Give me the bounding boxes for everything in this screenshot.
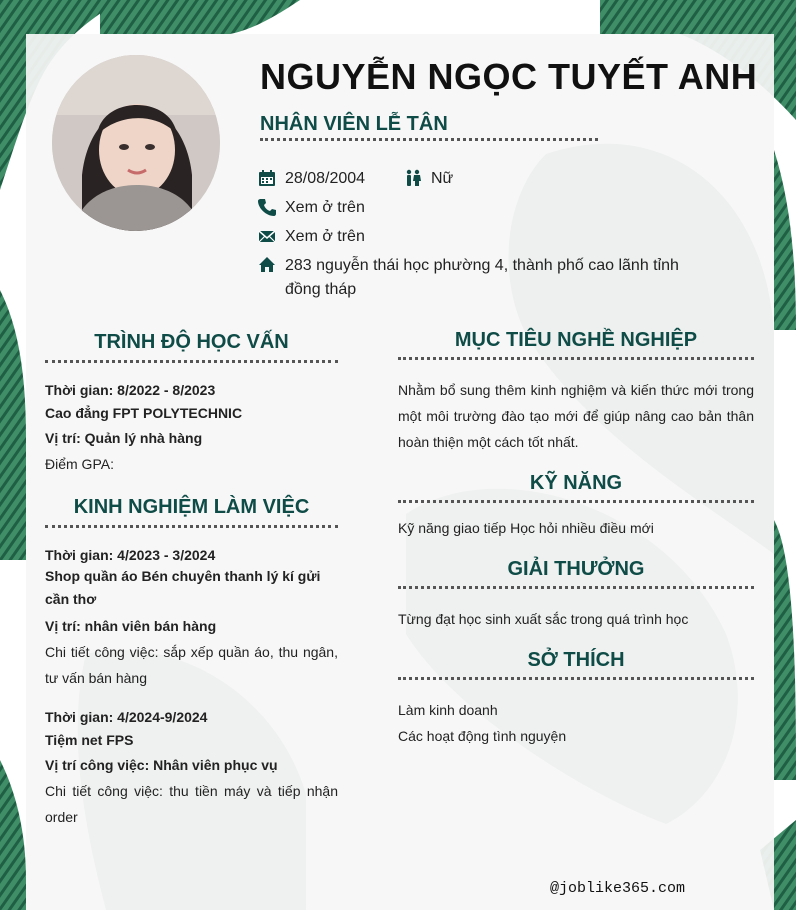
hobby-item: Các hoạt động tình nguyện [398,728,567,744]
candidate-name: NGUYỄN NGỌC TUYẾT ANH [260,56,758,97]
email-row [258,225,365,249]
objective-title: MỤC TIÊU NGHỀ NGHIỆP [454,329,698,351]
dob-row [258,167,365,191]
position-divider [260,138,598,141]
education-role: Vị trí: Quản lý nhà hàng [45,430,203,446]
skills-text: Kỹ năng giao tiếp Học hỏi nhiều điều mới [398,520,654,536]
objective-divider [398,357,754,360]
hobbies-divider [398,677,754,680]
education-time: Thời gian: 8/2022 - 8/2023 [45,382,216,398]
phone-icon [258,198,278,218]
awards-divider [398,586,754,589]
profile-photo [52,55,220,231]
education-title: TRÌNH ĐỘ HỌC VẤN [94,331,289,353]
gender-value: Nữ [431,170,454,187]
job-time: Thời gian: 4/2024-9/2024 [45,709,208,725]
job-time: Thời gian: 4/2023 - 3/2024 [45,547,216,563]
job-company: Shop quần áo Bén chuyên thanh lý kí gửi cần thơ [45,568,321,607]
phone-value: Xem ở trên [285,199,365,216]
awards-text: Từng đạt học sinh xuất sắc trong quá trình học [398,611,689,627]
awards-title: GIẢI THƯỞNG [507,558,645,580]
home-icon [258,256,278,276]
envelope-icon [258,227,278,247]
education-school: Cao đẳng FPT POLYTECHNIC [45,405,243,421]
job-detail: Chi tiết công việc: sắp xếp quần áo, thu ngân, tư vấn bán hàng [45,644,338,686]
education-gpa: Điểm GPA: [45,456,114,472]
job-position: NHÂN VIÊN LỄ TÂN [260,113,448,135]
footer-brand: @joblike365.com [550,880,686,897]
experience-title: KINH NGHIỆM LÀM VIỆC [73,496,310,518]
skills-divider [398,500,754,503]
phone-row [258,196,365,220]
calendar-icon [258,169,278,189]
experience-divider [45,525,338,528]
job-role: Vị trí: nhân viên bán hàng [45,618,217,634]
hobby-item: Làm kinh doanh [398,702,498,718]
skills-title: KỸ NĂNG [529,472,623,494]
gender-icon [404,169,424,189]
hobbies-title: SỞ THÍCH [527,649,625,671]
job-role: Vị trí công việc: Nhân viên phục vụ [45,757,278,773]
job-detail: Chi tiết công việc: thu tiền máy và tiếp nhận order [45,783,338,825]
education-divider [45,360,338,363]
objective-text: Nhằm bổ sung thêm kinh nghiệm và kiến thức mới trong một môi trường đào tạo mới để giúp nâng cao bản thân hoàn thiện một cách tốt nhất. [398,382,754,450]
email-value: Xem ở trên [285,228,365,245]
dob-value: 28/08/2004 [285,170,366,187]
gender-row [404,167,453,191]
address-value: 283 nguyễn thái học phường 4, thành phố cao lãnh tỉnh đồng tháp [285,257,679,298]
address-row [258,254,718,302]
job-company: Tiệm net FPS [45,732,134,748]
